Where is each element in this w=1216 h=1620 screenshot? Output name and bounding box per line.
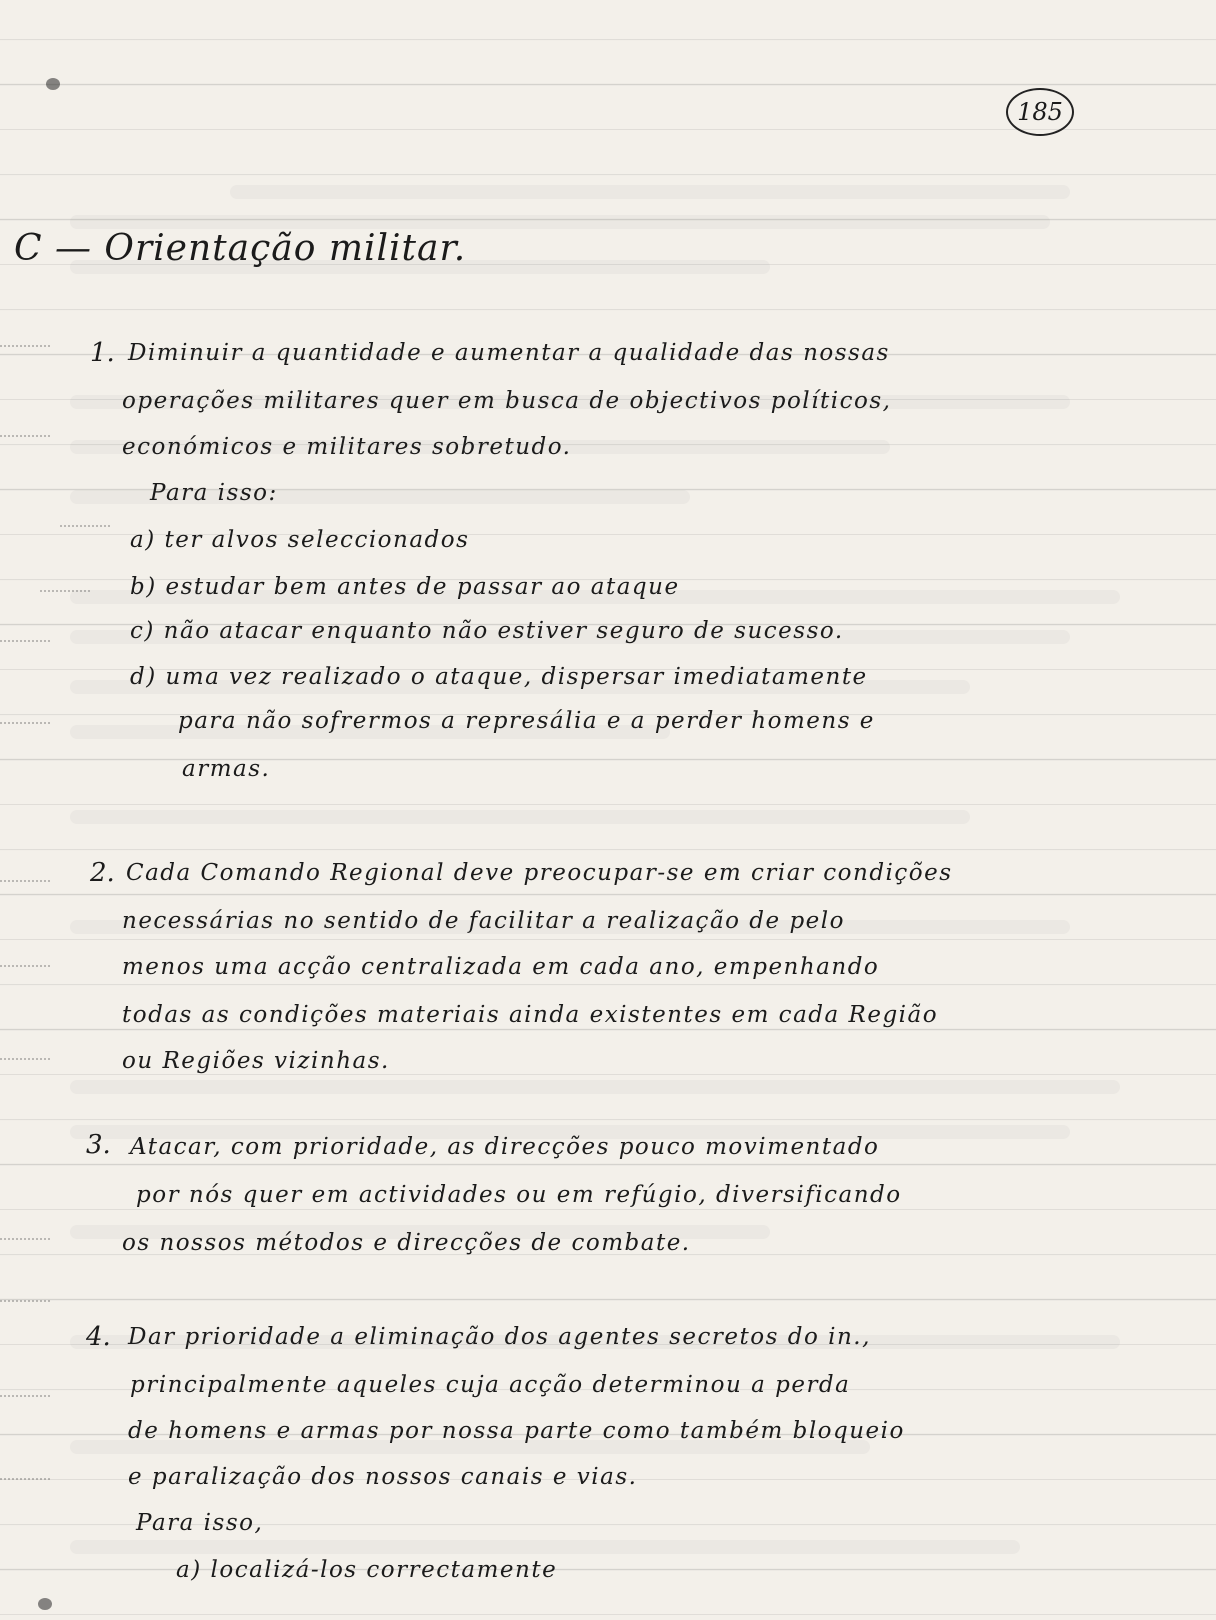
- sub-intro: Para isso,: [136, 1510, 264, 1536]
- list-item: c) não atacar enquanto não estiver seguro de sucesso.: [130, 618, 844, 644]
- list-item: para não sofrermos a represália e a perder homens e: [178, 708, 875, 734]
- item-number: 2.: [90, 858, 115, 888]
- text-line: por nós quer em actividades ou em refúgio, diversificando: [136, 1182, 902, 1208]
- ink-smudge: [38, 1598, 52, 1610]
- text-line: Diminuir a quantidade e aumentar a qualidade das nossas: [128, 340, 890, 366]
- text-line: Dar prioridade a eliminação dos agentes secretos do in.,: [128, 1324, 871, 1350]
- item-number: 3.: [86, 1130, 111, 1160]
- text-line: ou Regiões vizinhas.: [122, 1048, 390, 1074]
- text-line: menos uma acção centralizada em cada ano, empenhando: [122, 954, 880, 980]
- text-line: todas as condições materiais ainda existentes em cada Região: [122, 1002, 939, 1028]
- list-item: d) uma vez realizado o ataque, dispersar imediatamente: [130, 664, 868, 690]
- text-line: Atacar, com prioridade, as direcções pouco movimentado: [130, 1134, 880, 1160]
- list-item: a) localizá-los correctamente: [176, 1557, 558, 1583]
- list-item: armas.: [182, 756, 271, 782]
- text-line: operações militares quer em busca de objectivos políticos,: [122, 388, 892, 414]
- text-line: económicos e militares sobretudo.: [122, 434, 572, 460]
- list-item: a) ter alvos seleccionados: [130, 527, 470, 553]
- text-line: principalmente aqueles cuja acção determinou a perda: [130, 1372, 851, 1398]
- text-line: Cada Comando Regional deve preocupar-se em criar condições: [126, 860, 953, 886]
- text-line: os nossos métodos e direcções de combate.: [122, 1230, 691, 1256]
- page-number-circle: [1006, 88, 1074, 136]
- list-item: b) estudar bem antes de passar ao ataque: [130, 574, 680, 600]
- text-line: necessárias no sentido de facilitar a realização de pelo: [122, 908, 845, 934]
- page-number: 185: [1017, 98, 1063, 126]
- item-number: 1.: [90, 338, 115, 368]
- text-line: de homens e armas por nossa parte como também bloqueio: [128, 1418, 905, 1444]
- text-line: e paralização dos nossos canais e vias.: [128, 1464, 638, 1490]
- ink-smudge: [46, 78, 60, 90]
- item-number: 4.: [86, 1322, 111, 1352]
- section-heading: C — Orientação militar.: [14, 228, 467, 269]
- sub-intro: Para isso:: [150, 480, 278, 506]
